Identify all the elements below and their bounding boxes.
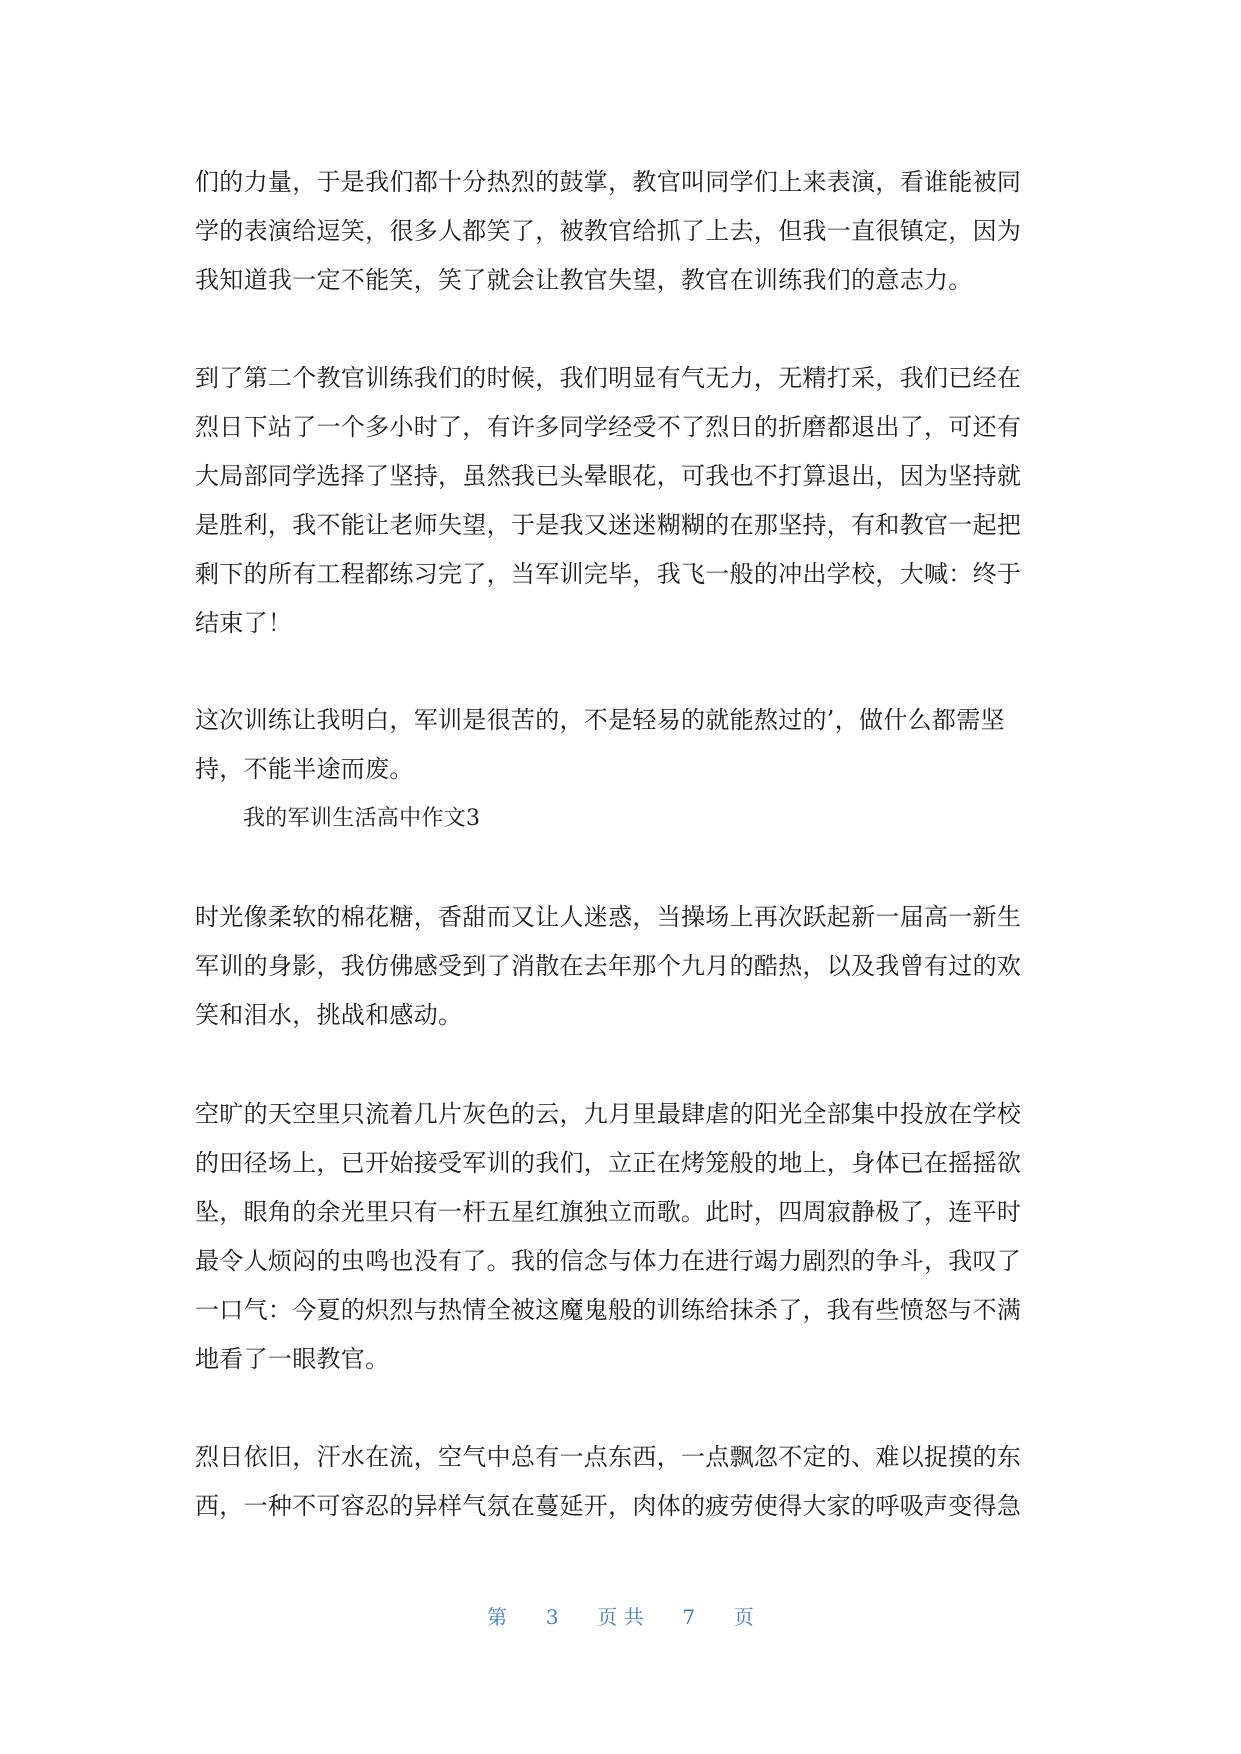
text-line: 是胜利，我不能让老师失望，于是我又迷迷糊糊的在那坚持，有和教官一起把: [195, 511, 1022, 539]
text-line: 大局部同学选择了坚持，虽然我已头晕眼花，可我也不打算退出，因为坚持就: [195, 462, 1022, 490]
text-line: 一口气：今夏的炽烈与热情全被这魔鬼般的训练给抹杀了，我有些愤怒与不满: [195, 1296, 1022, 1324]
paragraph-2: [195, 354, 1055, 648]
text-line: 结束了！: [195, 609, 293, 637]
paragraph-6: [195, 1433, 1055, 1531]
text-line: 学的表演给逗笑，很多人都笑了，被教官给抓了上去，但我一直很镇定，因为: [195, 217, 1022, 245]
page-footer: [0, 1602, 1241, 1632]
text-line: 的田径场上，已开始接受军训的我们，立正在烤笼般的地上，身体已在摇摇欲: [195, 1149, 1022, 1177]
text-line: 们的力量，于是我们都十分热烈的鼓掌，教官叫同学们上来表演，看谁能被同: [195, 168, 1022, 196]
footer-ye: 页: [733, 1605, 754, 1629]
footer-current-page: 3: [545, 1605, 559, 1629]
paragraph-1: [195, 158, 1055, 305]
text-line: 剩下的所有工程都练习完了，当军训完毕，我飞一般的冲出学校，大喊：终于: [195, 560, 1022, 588]
text-line: 空旷的天空里只流着几片灰色的云，九月里最肆虐的阳光全部集中投放在学校: [195, 1100, 1022, 1128]
text-line: 最令人烦闷的虫鸣也没有了。我的信念与体力在进行竭力剧烈的争斗，我叹了: [195, 1247, 1022, 1275]
heading-text: 我的军训生活高中作文3: [243, 806, 481, 831]
text-line: 烈日下站了一个多小时了，有许多同学经受不了烈日的折磨都退出了，可还有: [195, 413, 1022, 441]
text-line: 时光像柔软的棉花糖，香甜而又让人迷惑，当操场上再次跃起新一届高一新生: [195, 903, 1022, 931]
paragraph-4: [195, 893, 1055, 1040]
text-line: 地看了一眼教官。: [195, 1345, 390, 1373]
footer-ye: 页: [597, 1605, 618, 1629]
text-line: 到了第二个教官训练我们的时候，我们明显有气无力，无精打采，我们已经在: [195, 364, 1022, 392]
text-line: 笑和泪水，挑战和感动。: [195, 1001, 463, 1029]
paragraph-3: [195, 696, 1055, 794]
text-line: 烈日依旧，汗水在流，空气中总有一点东西，一点飘忽不定的、难以捉摸的东: [195, 1443, 1022, 1471]
text-line: 持，不能半途而废。: [195, 755, 414, 783]
footer-total-pages: 7: [682, 1605, 696, 1629]
section-heading: [243, 794, 1103, 843]
text-line: 西，一种不可容忍的异样气氛在蔓延开，肉体的疲劳使得大家的呼吸声变得急: [195, 1492, 1022, 1520]
text-line: 坠，眼角的余光里只有一杆五星红旗独立而歌。此时，四周寂静极了，连平时: [195, 1198, 1022, 1226]
footer-gong: 共: [623, 1605, 644, 1629]
text-line: 军训的身影，我仿佛感受到了消散在去年那个九月的酷热，以及我曾有过的欢: [195, 952, 1022, 980]
footer-di: 第: [487, 1605, 508, 1629]
text-line: 这次训练让我明白，军训是很苦的，不是轻易的就能熬过的’，做什么都需坚: [195, 706, 1005, 734]
text-line: 我知道我一定不能笑，笑了就会让教官失望，教官在训练我们的意志力。: [195, 266, 973, 294]
paragraph-5: [195, 1090, 1055, 1384]
